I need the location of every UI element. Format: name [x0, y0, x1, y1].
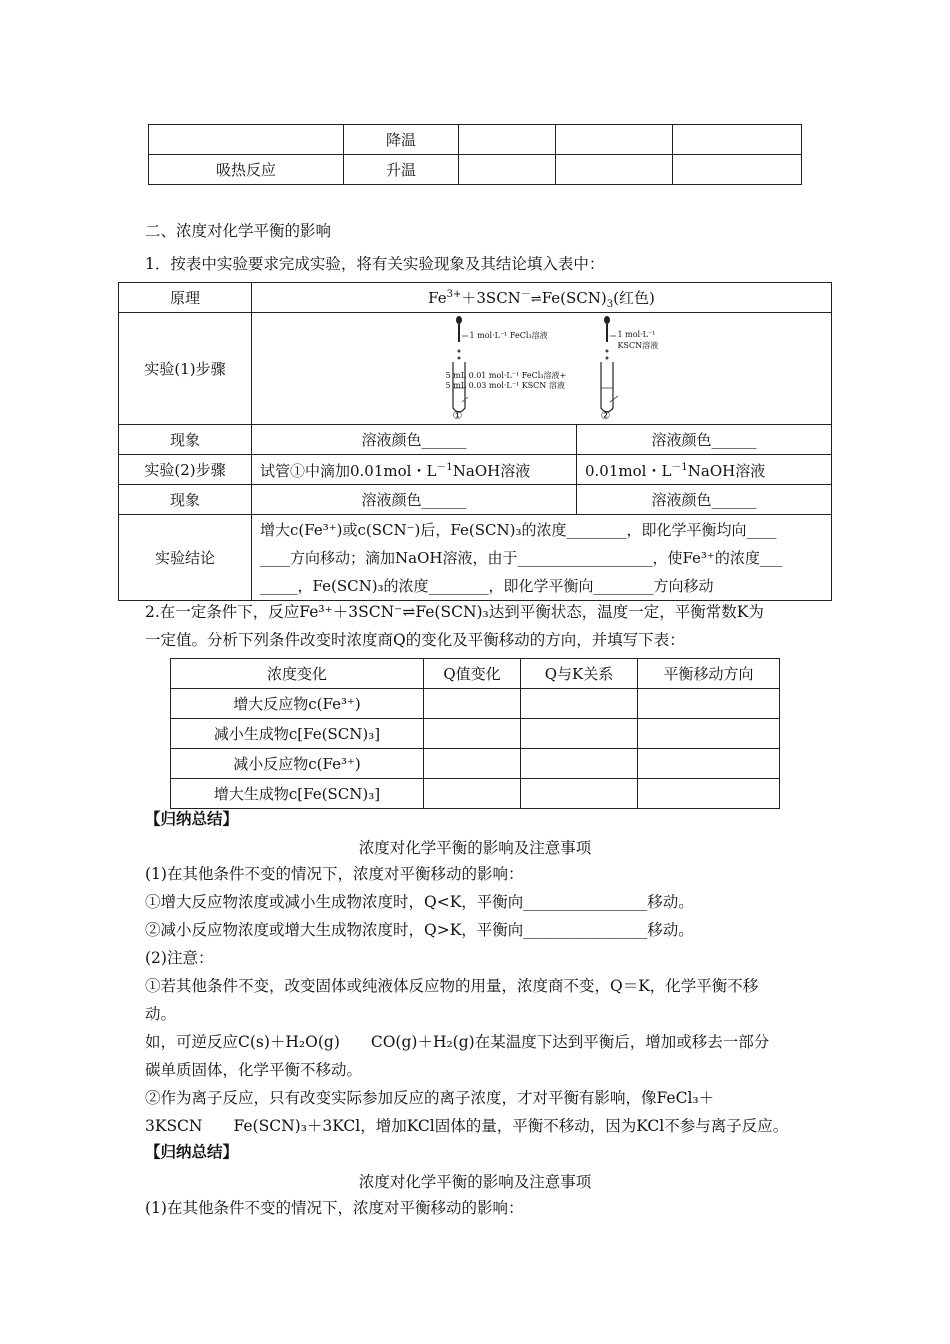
summary-tag-2: 【归纳总结】 — [145, 1142, 239, 1161]
cell — [521, 779, 638, 809]
step2-left-a: 试管①中滴加0.01mol・L — [260, 462, 437, 480]
summary-title: 浓度对化学平衡的影响及注意事项 — [358, 839, 592, 857]
header-cell: 平衡移动方向 — [638, 659, 780, 689]
cell: 吸热反应 — [149, 155, 344, 185]
experiment-table — [118, 282, 832, 601]
summary-paragraph: ①增大反应物浓度或减小生成物浓度时，Q<K，平衡向________________移动。 — [145, 893, 694, 911]
sup: －1 — [436, 462, 453, 473]
sup: －1 — [671, 462, 688, 473]
tube2-number: ② — [600, 408, 611, 422]
summary-paragraph: 动。 — [145, 1005, 177, 1023]
cell — [638, 749, 780, 779]
cell — [556, 125, 673, 155]
cell — [424, 689, 521, 719]
question-1-intro: 1．按表中实验要求完成实验，将有关实验现象及其结论填入表中： — [145, 255, 605, 273]
header-cell: Q与K关系 — [521, 659, 638, 689]
conclusion-text — [252, 515, 832, 601]
step2-right-a: 0.01mol・L — [585, 462, 672, 480]
cell: 升温 — [344, 155, 459, 185]
summary-title-2: 浓度对化学平衡的影响及注意事项 — [358, 1173, 592, 1191]
step1-label: 实验(1)步骤 — [119, 313, 252, 425]
header-cell: 浓度变化 — [171, 659, 424, 689]
principle-label: 原理 — [119, 283, 252, 313]
cell — [149, 125, 344, 155]
conclusion-line: 增大c(Fe³⁺)或c(SCN⁻)后，Fe(SCN)₃的浓度________，即化学平衡均向____ — [260, 520, 777, 539]
eq-right: Fe(SCN) — [541, 289, 607, 307]
cell — [424, 719, 521, 749]
cell — [673, 125, 802, 155]
cell — [424, 779, 521, 809]
phenomenon-label: 现象 — [119, 485, 252, 515]
eq-mid: ＋3SCN — [461, 289, 521, 307]
question-2-line-1: 2.在一定条件下，反应Fe³⁺＋3SCN⁻⇌Fe(SCN)₃达到平衡状态，温度一定，平衡常数K为 — [145, 603, 764, 621]
tube2-reagent-2: KSCN溶液 — [617, 340, 659, 350]
principle-equation — [252, 283, 832, 313]
step2-right — [577, 455, 832, 485]
cell — [521, 689, 638, 719]
cell — [424, 749, 521, 779]
tube1-number: ① — [452, 408, 463, 422]
tube1-content-2: 5 mL 0.03 mol·L⁻¹ KSCN 溶液 — [445, 380, 565, 390]
phenomenon-2-right: 溶液颜色______ — [577, 485, 832, 515]
cell — [638, 779, 780, 809]
test-tube-diagram — [442, 314, 659, 424]
cell — [521, 749, 638, 779]
tube1-content-1: 5 mL 0.01 mol·L⁻¹ FeCl₃溶液+ — [445, 370, 567, 380]
step1-diagram-cell — [252, 313, 832, 425]
tube1-reagent: 1 mol·L⁻¹ FeCl₃溶液 — [469, 330, 548, 340]
cell — [673, 155, 802, 185]
equilibrium-arrow-icon: ⇌ — [530, 292, 542, 307]
summary-paragraph-2: (1)在其他条件不变的情况下，浓度对平衡移动的影响： — [145, 1199, 524, 1217]
summary-paragraph: ①若其他条件不变，改变固体或纯液体反应物的用量，浓度商不变，Q＝K，化学平衡不移 — [145, 977, 759, 995]
row-label: 增大生成物c[Fe(SCN)₃] — [171, 779, 424, 809]
conclusion-label: 实验结论 — [119, 515, 252, 601]
summary-paragraph: (1)在其他条件不变的情况下，浓度对平衡移动的影响： — [145, 865, 524, 883]
phenomenon-label: 现象 — [119, 425, 252, 455]
cell — [638, 689, 780, 719]
step2-left-b: NaOH溶液 — [452, 462, 531, 480]
phenomenon-1-left: 溶液颜色______ — [252, 425, 577, 455]
cell — [638, 719, 780, 749]
summary-paragraph: 3KSCN Fe(SCN)₃＋3KCl，增加KCl固体的量，平衡不移动，因为KCl不参与离子反应。 — [145, 1117, 789, 1135]
cell — [556, 155, 673, 185]
row-label: 减小生成物c[Fe(SCN)₃] — [171, 719, 424, 749]
eq-fe: Fe — [428, 289, 447, 307]
summary-paragraph: (2)注意： — [145, 949, 214, 967]
step2-left — [252, 455, 577, 485]
header-cell: Q值变化 — [424, 659, 521, 689]
step2-right-b: NaOH溶液 — [687, 462, 766, 480]
row-label: 减小反应物c(Fe³⁺) — [171, 749, 424, 779]
eq-sup: 3+ — [446, 289, 462, 300]
summary-tag: 【归纳总结】 — [145, 809, 239, 828]
summary-paragraph: ②作为离子反应，只有改变实际参加反应的离子浓度，才对平衡有影响，像FeCl₃＋ — [145, 1089, 715, 1107]
top-table — [148, 124, 802, 185]
conclusion-line: ____方向移动；滴加NaOH溶液，由于__________________，使Fe³⁺的浓度___ — [260, 548, 783, 567]
question-2-line-2: 一定值。分析下列条件改变时浓度商Q的变化及平衡移动的方向，并填写下表： — [145, 631, 685, 649]
eq-sup: － — [520, 289, 531, 300]
section-title: 二、浓度对化学平衡的影响 — [145, 222, 332, 240]
phenomenon-1-right: 溶液颜色______ — [577, 425, 832, 455]
conclusion-line: _____，Fe(SCN)₃的浓度________，即化学平衡向________方向移动 — [260, 576, 714, 595]
phenomenon-2-left: 溶液颜色______ — [252, 485, 577, 515]
q-k-table — [170, 658, 780, 809]
step2-label: 实验(2)步骤 — [119, 455, 252, 485]
summary-paragraph: 碳单质固体，化学平衡不移动。 — [145, 1061, 363, 1079]
cell — [521, 719, 638, 749]
eq-tail: (红色) — [613, 289, 655, 307]
cell — [459, 125, 556, 155]
summary-paragraph: ②减小反应物浓度或增大生成物浓度时，Q>K，平衡向________________移动。 — [145, 921, 694, 939]
cell — [459, 155, 556, 185]
summary-paragraph: 如，可逆反应C(s)＋H₂O(g) CO(g)＋H₂(g)在某温度下达到平衡后，增加或移去一部分 — [145, 1033, 770, 1051]
eq-sub: 3 — [606, 299, 614, 310]
cell: 降温 — [344, 125, 459, 155]
tube2-reagent-1: 1 mol·L⁻¹ — [617, 329, 656, 339]
row-label: 增大反应物c(Fe³⁺) — [171, 689, 424, 719]
